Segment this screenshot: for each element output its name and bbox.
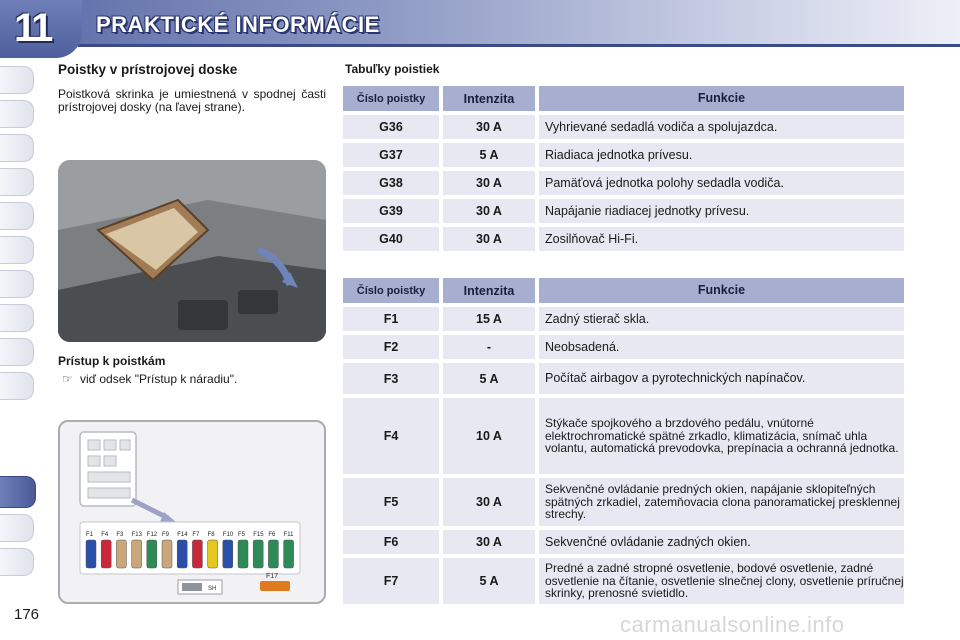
side-tab-12[interactable] xyxy=(0,514,34,542)
header-number: Číslo poistky xyxy=(343,86,439,111)
side-tab-4[interactable] xyxy=(0,168,34,196)
side-tab-10[interactable] xyxy=(0,372,34,400)
fuse xyxy=(223,540,233,568)
table-header-row xyxy=(343,278,904,303)
section-title: Poistky v prístrojovej doske xyxy=(58,62,238,77)
side-tab-1[interactable] xyxy=(0,66,34,94)
fuse-function: Riadiaca jednotka prívesu. xyxy=(539,143,904,167)
header-intensity: Intenzita xyxy=(443,86,535,111)
fuse-function: Pamäťová jednotka polohy sedadla vodiča. xyxy=(539,171,904,195)
fuse-function: Počítač airbagov a pyrotechnických napínačov. xyxy=(539,363,904,394)
chapter-side-tabs xyxy=(0,66,36,576)
fuse-function: Sekvenčné ovládanie predných okien, napájanie sklopiteľných spätných zrkadiel, zatemňovacia clona panoramatickej presklennej strechy. xyxy=(539,478,904,526)
header-function: Funkcie xyxy=(539,278,904,303)
fuse-function: Sekvenčné ovládanie zadných okien. xyxy=(539,530,904,554)
header-underline xyxy=(78,44,960,47)
fuse-function: Vyhrievané sedadlá vodiča a spolujazdca. xyxy=(539,115,904,139)
fuse-label: F15 xyxy=(253,532,264,538)
table-row xyxy=(343,558,904,604)
table-row xyxy=(343,115,904,139)
fuse-label: F7 xyxy=(192,532,200,538)
header-intensity: Intenzita xyxy=(443,278,535,303)
fuse-label: F4 xyxy=(101,532,109,538)
fuse-intensity: 30 A xyxy=(443,115,535,139)
fuse-label: F1 xyxy=(86,532,94,538)
table-row xyxy=(343,398,904,474)
side-tab-9[interactable] xyxy=(0,338,34,366)
fuse-number: G36 xyxy=(343,115,439,139)
fuse-number: F2 xyxy=(343,335,439,359)
fuse xyxy=(208,540,218,568)
side-tab-3[interactable] xyxy=(0,134,34,162)
table-row xyxy=(343,143,904,167)
side-tab-11-active[interactable] xyxy=(0,476,36,508)
fuse-function: Zadný stierač skla. xyxy=(539,307,904,331)
fuse-label: F3 xyxy=(116,532,124,538)
fuse-label: F13 xyxy=(131,532,142,538)
fuse xyxy=(132,540,142,568)
fuse-label: F5 xyxy=(238,532,246,538)
fuse xyxy=(238,540,248,568)
side-tab-7[interactable] xyxy=(0,270,34,298)
fuse-number: G37 xyxy=(343,143,439,167)
side-tab-5[interactable] xyxy=(0,202,34,230)
fuse xyxy=(101,540,111,568)
fuse-number: F6 xyxy=(343,530,439,554)
fuse-intensity: - xyxy=(443,335,535,359)
fuse-table-2 xyxy=(343,278,904,604)
side-tab-8[interactable] xyxy=(0,304,34,332)
fuse-number: F3 xyxy=(343,363,439,394)
page-number: 176 xyxy=(14,606,40,623)
fuse xyxy=(162,540,172,568)
access-instruction xyxy=(62,372,237,386)
fuse-label: F11 xyxy=(283,532,294,538)
fuse xyxy=(192,540,202,568)
fuse-table-1 xyxy=(343,86,904,252)
intro-paragraph: Poistková skrinka je umiestnená v spodnej časti prístrojovej dosky (na ľavej strane). xyxy=(58,87,326,114)
fuse xyxy=(253,540,263,568)
fuse-label: F14 xyxy=(177,532,188,538)
pointing-hand-icon: ☞ xyxy=(62,372,73,386)
table-row xyxy=(343,530,904,554)
tables-title: Tabuľky poistiek xyxy=(345,62,440,76)
fuse xyxy=(116,540,126,568)
table-row xyxy=(343,363,904,394)
fuse-intensity: 30 A xyxy=(443,478,535,526)
side-tab-13[interactable] xyxy=(0,548,34,576)
side-tab-6[interactable] xyxy=(0,236,34,264)
fuse-label: F9 xyxy=(162,532,170,538)
fuse-intensity: 15 A xyxy=(443,307,535,331)
fuse-number: F4 xyxy=(343,398,439,474)
page-title: PRAKTICKÉ INFORMÁCIE xyxy=(96,12,380,37)
fuse-intensity: 5 A xyxy=(443,143,535,167)
fuse-number: F7 xyxy=(343,558,439,604)
table-row xyxy=(343,307,904,331)
fuse-intensity: 10 A xyxy=(443,398,535,474)
fuse-intensity: 5 A xyxy=(443,363,535,394)
access-text: viď odsek "Prístup k náradiu". xyxy=(80,372,238,386)
fuse-intensity: 30 A xyxy=(443,199,535,223)
fuse-label: F8 xyxy=(207,532,215,538)
table-row xyxy=(343,335,904,359)
fuse-f17-label: F17 xyxy=(266,573,279,580)
fuse-number: G39 xyxy=(343,199,439,223)
side-tab-2[interactable] xyxy=(0,100,34,128)
fuse xyxy=(284,540,294,568)
fuse-number: F1 xyxy=(343,307,439,331)
fusebox-location-photo xyxy=(58,160,326,342)
fuse-label: F10 xyxy=(222,532,234,538)
table-row xyxy=(343,478,904,526)
fuse xyxy=(177,540,187,568)
fusebox-diagram xyxy=(58,420,326,604)
fuse-label: F6 xyxy=(268,532,276,538)
fuse xyxy=(268,540,278,568)
fuse-number: G38 xyxy=(343,171,439,195)
fuse-intensity: 30 A xyxy=(443,530,535,554)
watermark: carmanualsonline.info xyxy=(620,612,845,637)
table-row xyxy=(343,199,904,223)
fuse-f17 xyxy=(260,581,290,591)
fuse xyxy=(86,540,96,568)
fuse-function: Neobsadená. xyxy=(539,335,904,359)
fuse-function: Zosilňovač Hi-Fi. xyxy=(539,227,904,251)
table-header-row xyxy=(343,86,904,111)
fuse-intensity: 5 A xyxy=(443,558,535,604)
fuse-number: G40 xyxy=(343,227,439,251)
fuse-intensity: 30 A xyxy=(443,227,535,251)
fuse-number: F5 xyxy=(343,478,439,526)
relay-label: SH xyxy=(208,586,217,592)
table-row xyxy=(343,227,904,251)
fuse-function: Napájanie riadiacej jednotky prívesu. xyxy=(539,199,904,223)
fuse-function: Predné a zadné stropné osvetlenie, bodové osvetlenie, zadné osvetlenie na čítanie, osvetlenie slnečnej clony, osvetlenie príručnej skrinky, prenosné svietidlo. xyxy=(539,558,904,604)
fuse-function: Stýkače spojkového a brzdového pedálu, vnútorné elektrochromatické spätné zrkadlo, klimatizácia, snímač uhla volantu, automatická prevodovka, prepínacia a ochranná jednotka. xyxy=(539,398,904,474)
table-row xyxy=(343,171,904,195)
access-title: Prístup k poistkám xyxy=(58,354,166,368)
chapter-number: 11 xyxy=(14,6,51,50)
header-number: Číslo poistky xyxy=(343,278,439,303)
fuse-intensity: 30 A xyxy=(443,171,535,195)
fuse xyxy=(147,540,157,568)
fuse-label: F12 xyxy=(146,532,158,538)
header-function: Funkcie xyxy=(539,86,904,111)
